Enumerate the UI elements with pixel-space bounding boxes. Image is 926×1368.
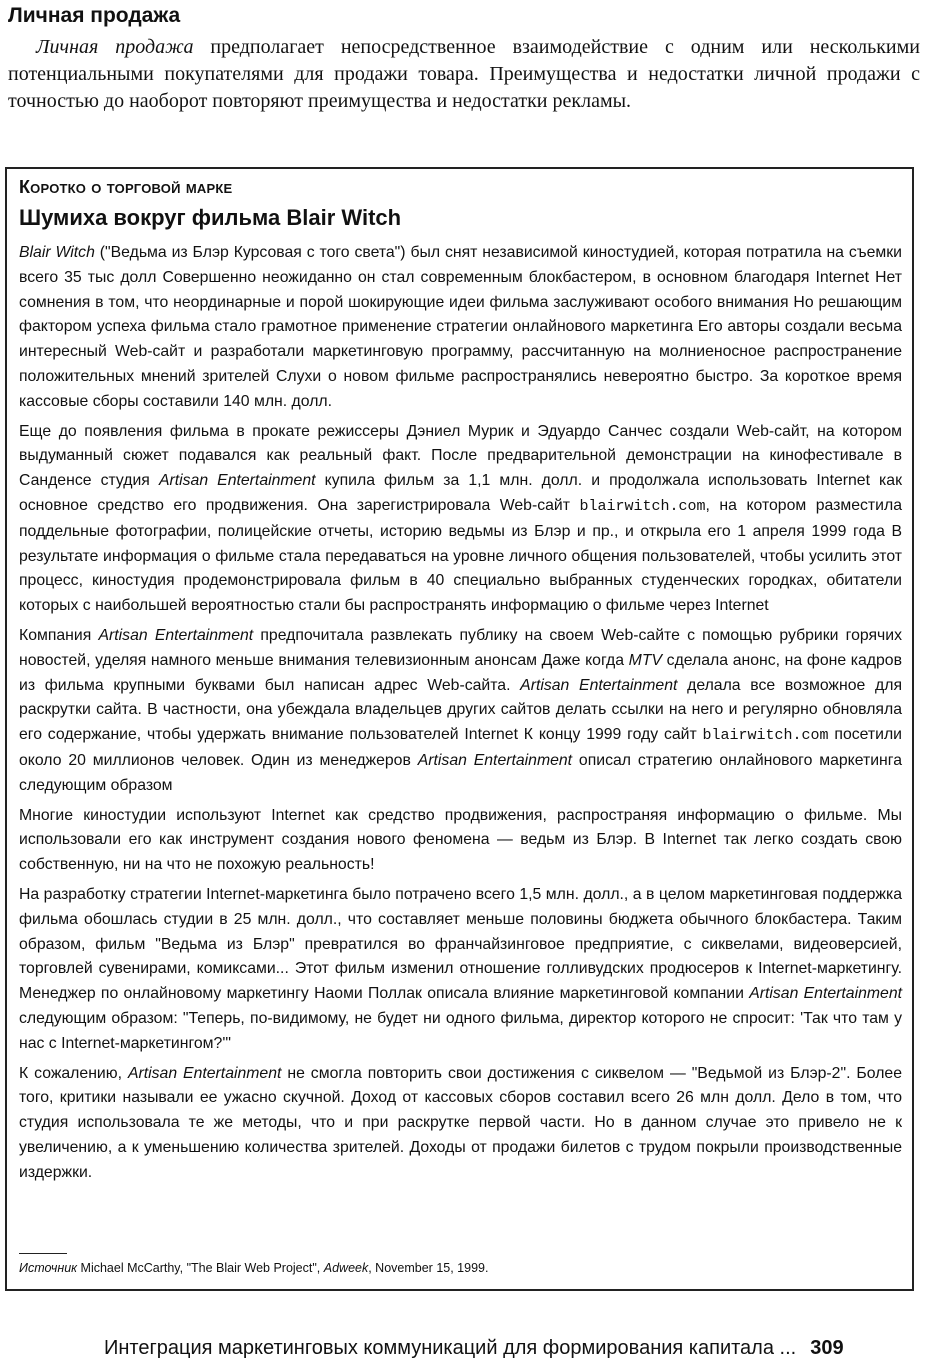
paragraph-text: предпочитала развлекать публику на своем Web-сайте с помощью рубрики горячих новостей, уделяя намного меньше внимания телевизионным анонсам Даже когда [19,626,902,669]
studio-name: Artisan Entertainment [158,472,316,490]
intro-term: Личная продажа [36,36,194,58]
source-note [19,1261,902,1275]
intro-paragraph [8,34,920,115]
box-paragraph-4-quote: Многие киностудии используют Internet как средство продвижения, распространяя информацию о фильме. Мы использовали его как инструмент создания нового феномена — ведьм из Блэр. В Internet так легко создать свою собственную, ни на что не похожую реальность! [19,806,902,874]
box-paragraph-5 [19,883,902,1057]
paragraph-text: не смогла повторить свои достижения с сиквелом — "Ведьмой из Блэр-2". Более того, критики называли ее ужасно скучной. Доход от кассовых сборов составил всего 26 млн долл. Дело в том, что студия использовала те же методы, что и при раскрутке первой части. Но в данном случае это привело не к увеличению, а к уменьшению количества зрителей. Доходы от продажи билетов с трудом покрыли производственные издержки. [19,1064,902,1181]
source-journal: Adweek [323,1261,369,1275]
running-title: Интеграция маркетинговых коммуникаций для формирования капитала ... [104,1337,797,1359]
box-paragraph-6 [19,1062,902,1186]
website-url: blairwitch.com [579,497,706,515]
studio-name: Artisan Entertainment [127,1064,282,1082]
studio-name: Artisan Entertainment [98,626,254,644]
studio-name: Artisan Entertainment [520,676,678,694]
paragraph-text: делала все возможное для раскрутки сайта. В частности, она убеждала владельцев других сайтов делать ссылки на него и регулярно обновляла его содержание, чтобы удержать внимание пользователей Internet К концу 1999 году сайт [19,676,902,744]
paragraph-text: описал стратегию онлайнового маркетинга следующим образом [19,751,902,794]
studio-name: Artisan Entertainment [749,985,902,1003]
source-label: Источник [19,1261,78,1275]
film-title: Blair Witch [19,244,95,261]
paragraph-text: посетили около 20 миллионов человек. Один из менеджеров [19,726,902,769]
source-author: Michael McCarthy, "The Blair Web Project", [77,1261,324,1275]
paragraph-text: , на котором разместила поддельные фотографии, полицейские отчеты, историю ведьмы из Блэр и пр., и открыла его 1 апреля 1999 года В результате информация о фильме стала передаваться на уровне личного общения пользователей, чтобы усилить этот процесс, киностудия продемонстрировала фильм в 40 специально выбранных студенческих городках, обитатели которых с наибольшей вероятностью стали бы распространять информацию о фильме через Internet [19,496,902,615]
page-number: 309 [810,1337,844,1359]
paragraph-text: К сожалению, [19,1064,128,1082]
paragraph-text: ("Ведьма из Блэр Курсовая с того света") был снят независимой киностудией, которая потратила на съемки всего 35 тыс долл Совершенно неожиданно он стал современным блокбастером, в основном благодаря Internet Нет сомнения в том, что неординарные и порой шокирующие идеи фильма заслуживают особого внимания Но решающим фактором успеха фильма стало грамотное применение стратегии онлайнового маркетинга Его авторы создали весьма интересный Web-сайт и разработали маркетинговую программу, рассчитанную на молниеносное распространение положительных мнений зрителей Слухи о новом фильме распространялись невероятно быстро. За короткое время кассовые сборы составили 140 млн. долл. [19,244,902,410]
source-date: , November 15, 1999. [368,1261,489,1275]
paragraph-text: На разработку стратегии Internet-маркетинга было потрачено всего 1,5 млн. долл., а в целом маркетинговая поддержка фильма обошлась студии в 25 млн. долл., что составляет меньше половины бюджета обычного блокбастера. Таким образом, фильм "Ведьма из Блэр" превратился во франчайзинговое предприятие, с сиквелами, видеоверсией, торговлей сувенирами, комиксами... Этот фильм изменил отношение голливудских продюсеров к Internet-маркетингу. Менеджер по онлайновому маркетингу Наоми Поллак описала влияние маркетинговой компании [19,885,902,1003]
box-body [19,241,902,1190]
channel-name: MTV [628,651,663,669]
source-divider [19,1253,67,1254]
paragraph-text: купила фильм за 1,1 млн. долл. и продолжала использовать Internet как основное средство его продвижения. Она зарегистрировала Web-сайт [19,472,902,514]
studio-name: Artisan Entertainment [417,751,573,769]
paragraph-text: следующим образом: "Теперь, по-видимому, не будет ни одного фильма, директор которого не спросит: 'Так что там у нас с Internet-маркетингом?'" [19,1009,902,1052]
website-url: blairwitch.com [702,727,829,745]
box-paragraph-2 [19,420,902,619]
section-heading: Личная продажа [8,4,181,27]
paragraph-text: сделала анонс, на фоне кадров из фильма крупными буквами был написан адрес Web-сайта. [19,651,902,694]
sidebar-box [5,167,914,1291]
box-kicker: Коротко о торговой марке [19,177,233,197]
paragraph-text: Еще до появления фильма в прокате режиссеры Дэниел Мурик и Эдуардо Санчес создали Web-сайт, на котором выдуманный сюжет подавался как реальный факт. После предварительной демонстрации на кинофестивале в Санденсе студия [19,422,902,490]
box-paragraph-1 [19,241,902,415]
page-footer [104,1337,844,1360]
box-paragraph-3 [19,624,902,799]
intro-text: предполагает непосредственное взаимодействие с одним или несколькими потенциальными покупателями для продажи товара. Преимущества и недостатки личной продажи с точностью до наоборот повторяют преимущества и недостатки рекламы. [8,36,920,112]
box-title: Шумиха вокруг фильма Blair Witch [19,205,402,230]
paragraph-text: Компания [19,626,99,644]
